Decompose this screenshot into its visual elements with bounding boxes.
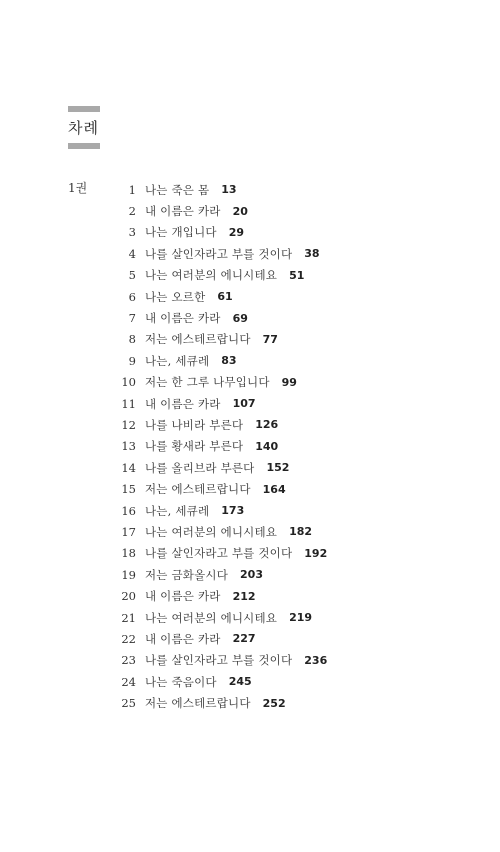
toc-entry (110, 457, 327, 478)
toc-entry (110, 564, 327, 585)
chapter-title: 나를 황새라 부른다 (145, 439, 244, 454)
chapter-number: 14 (121, 460, 136, 475)
chapter-number: 21 (121, 610, 136, 625)
chapter-page: 203 (240, 568, 263, 582)
chapter-title: 저는 에스테르랍니다 (145, 482, 251, 497)
chapter-page: 252 (262, 696, 286, 710)
toc-entry (110, 350, 327, 371)
toc-entry (110, 265, 327, 286)
chapter-page: 99 (281, 375, 297, 389)
chapter-page: 20 (232, 204, 248, 218)
toc-entry (110, 200, 327, 221)
chapter-title: 나는 여러분의 에니시테요 (145, 610, 278, 625)
chapter-number: 5 (128, 268, 136, 283)
chapter-page: 173 (221, 504, 245, 518)
chapter-number: 9 (128, 353, 136, 368)
chapter-page: 126 (255, 418, 279, 432)
table-of-contents (110, 179, 327, 714)
toc-entry (110, 585, 327, 606)
toc-entry (110, 628, 327, 649)
toc-entry (110, 671, 327, 692)
page-title: 차례 (68, 119, 99, 137)
chapter-page: 51 (289, 268, 305, 282)
chapter-title: 내 이름은 카라 (145, 631, 221, 646)
chapter-number: 3 (128, 225, 136, 240)
chapter-page: 83 (221, 354, 237, 368)
chapter-page: 245 (228, 675, 252, 689)
toc-entry (110, 692, 327, 713)
chapter-number: 22 (121, 631, 136, 646)
chapter-page: 212 (232, 589, 256, 603)
chapter-title: 나는 개입니다 (145, 225, 217, 240)
toc-entry (110, 222, 327, 243)
chapter-title: 나는, 세큐레 (145, 353, 210, 368)
chapter-page: 13 (221, 183, 237, 197)
chapter-number: 18 (121, 546, 136, 561)
chapter-title: 저는 금화올시다 (145, 567, 229, 582)
chapter-title: 내 이름은 카라 (145, 204, 221, 219)
chapter-title: 나는 여러분의 에니시테요 (145, 524, 278, 539)
toc-entry (110, 543, 327, 564)
volume-label: 1권 (68, 181, 88, 195)
toc-entry (110, 243, 327, 264)
toc-entry (110, 478, 327, 499)
toc-entry (110, 393, 327, 414)
toc-entry (110, 607, 327, 628)
chapter-page: 29 (228, 225, 245, 239)
toc-entry (110, 414, 327, 435)
chapter-number: 7 (128, 311, 136, 326)
chapter-number: 10 (121, 375, 136, 390)
chapter-title: 저는 에스테르랍니다 (145, 332, 251, 347)
chapter-page: 236 (304, 653, 328, 667)
chapter-number: 15 (121, 482, 136, 497)
chapter-page: 152 (266, 461, 290, 475)
toc-entry (110, 500, 327, 521)
toc-entry (110, 521, 327, 542)
chapter-title: 나를 올리브라 부른다 (145, 460, 255, 475)
chapter-page: 77 (262, 332, 278, 346)
toc-entry (110, 329, 327, 350)
chapter-number: 23 (121, 653, 136, 668)
toc-entry (110, 179, 327, 200)
chapter-title: 내 이름은 카라 (145, 396, 221, 411)
chapter-page: 227 (232, 632, 256, 646)
chapter-title: 내 이름은 카라 (145, 311, 221, 326)
chapter-number: 4 (128, 246, 136, 261)
chapter-page: 61 (217, 290, 233, 304)
toc-entry (110, 436, 327, 457)
chapter-number: 25 (121, 696, 136, 711)
chapter-page: 219 (289, 611, 313, 624)
chapter-number: 6 (128, 289, 136, 304)
toc-entry (110, 307, 327, 328)
toc-entry (110, 372, 327, 393)
chapter-number: 11 (121, 396, 136, 411)
chapter-number: 20 (121, 589, 136, 604)
chapter-number: 2 (128, 204, 136, 219)
chapter-title: 나는 죽은 몸 (145, 182, 210, 197)
chapter-page: 69 (232, 311, 248, 325)
chapter-number: 12 (121, 417, 136, 432)
chapter-number: 17 (121, 524, 136, 539)
chapter-title: 나를 나비라 부른다 (145, 417, 244, 432)
chapter-page: 192 (304, 546, 328, 560)
chapter-title: 나를 살인자라고 부를 것이다 (145, 246, 293, 261)
toc-entry (110, 286, 327, 307)
chapter-title: 내 이름은 카라 (145, 589, 221, 604)
chapter-number: 13 (121, 439, 136, 454)
chapter-title: 나는 여러분의 에니시테요 (145, 268, 278, 283)
chapter-page: 164 (262, 482, 286, 496)
chapter-title: 저는 한 그루 나무입니다 (145, 375, 270, 390)
toc-entry (110, 650, 327, 671)
chapter-title: 나는 죽음이다 (145, 674, 217, 689)
contents-heading (68, 106, 100, 149)
chapter-number: 1 (128, 182, 136, 197)
chapter-page: 182 (289, 525, 313, 539)
chapter-page: 140 (255, 439, 279, 453)
chapter-number: 24 (121, 674, 136, 689)
chapter-page: 38 (304, 247, 320, 261)
chapter-number: 8 (128, 332, 136, 347)
heading-bottom-bar (68, 143, 100, 149)
chapter-page: 107 (232, 397, 256, 411)
chapter-number: 19 (121, 567, 136, 582)
chapter-number: 16 (121, 503, 136, 518)
chapter-title: 저는 에스테르랍니다 (145, 696, 251, 711)
chapter-title: 나는 오르한 (145, 289, 206, 304)
chapter-title: 나는, 세큐레 (145, 503, 210, 518)
chapter-title: 나를 살인자라고 부를 것이다 (145, 546, 293, 561)
chapter-title: 나를 살인자라고 부를 것이다 (145, 653, 293, 668)
